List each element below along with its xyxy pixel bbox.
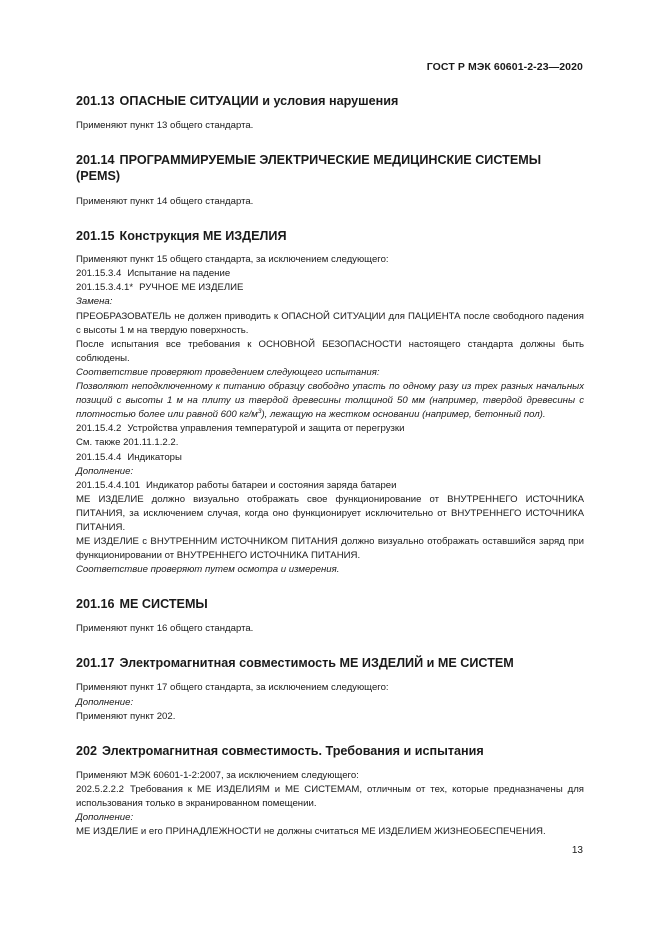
- document-code: ГОСТ Р МЭК 60601-2-23—2020: [426, 61, 583, 73]
- subclause-201-15-4-4: 201.15.4.4 Индикаторы: [76, 451, 182, 463]
- page-number: 13: [571, 845, 583, 856]
- subclause-202-5-2-2-2: 202.5.2.2.2 Требования к МЕ ИЗДЕЛИЯМ и МЕ СИСТЕМАМ, отличным от тех, которые предназначены для использования только в экранированном помещении.: [76, 783, 584, 809]
- section-heading-201-15: 201.15 Конструкция МЕ ИЗДЕЛИЯ: [76, 229, 287, 244]
- addition-label: Дополнение:: [76, 696, 134, 708]
- paragraph: МЕ ИЗДЕЛИЕ с ВНУТРЕННИМ ИСТОЧНИКОМ ПИТАНИЯ должно визуально отображать оставшийся заряд при функционировании от ВНУТРЕННЕГО ИСТОЧНИКА ПИТАНИЯ.: [76, 536, 584, 562]
- addition-label: Дополнение:: [76, 465, 134, 477]
- paragraph: Применяют пункт 16 общего стандарта.: [76, 623, 254, 635]
- compliance-statement: Соответствие проверяют проведением следующего испытания:: [76, 366, 380, 378]
- subclause-201-15-3-4-1: 201.15.3.4.1* РУЧНОЕ МЕ ИЗДЕЛИЕ: [76, 282, 244, 294]
- paragraph: Применяют пункт 14 общего стандарта.: [76, 196, 254, 208]
- paragraph: МЕ ИЗДЕЛИЕ должно визуально отображать свое функционирование от ВНУТРЕННЕГО ИСТОЧНИКА ПИТАНИЯ, за исключением случая, когда оно функционирует исключительно от ВНУТРЕННЕГО ИСТОЧНИКА ПИТАНИЯ.: [76, 493, 584, 533]
- paragraph: См. также 201.11.1.2.2.: [76, 437, 179, 449]
- section-heading-201-13: 201.13 ОПАСНЫЕ СИТУАЦИИ и условия нарушения: [76, 94, 399, 108]
- subclause-201-15-4-2: 201.15.4.2 Устройства управления температурой и защита от перегрузки: [76, 423, 405, 435]
- section-heading-201-16: 201.16 МЕ СИСТЕМЫ: [76, 597, 208, 612]
- replacement-label: Замена:: [76, 296, 113, 308]
- subclause-201-15-3-4: 201.15.3.4 Испытание на падение: [76, 268, 231, 280]
- subclause-201-15-4-4-101: 201.15.4.4.101 Индикатор работы батареи и состояния заряда батареи: [76, 479, 397, 491]
- section-heading-201-17: 201.17 Электромагнитная совместимость МЕ ИЗДЕЛИЙ и МЕ СИСТЕМ: [76, 656, 514, 671]
- paragraph: Применяют пункт 202.: [76, 710, 176, 722]
- paragraph: ПРЕОБРАЗОВАТЕЛЬ не должен приводить к ОПАСНОЙ СИТУАЦИИ для ПАЦИЕНТА после свободного падения с высоты 1 м на твердую поверхность.: [76, 310, 584, 336]
- section-heading-202: 202 Электромагнитная совместимость. Требования и испытания: [76, 743, 484, 758]
- paragraph: После испытания все требования к ОСНОВНОЙ БЕЗОПАСНОСТИ настоящего стандарта должны быть соблюдены.: [76, 338, 584, 364]
- paragraph: Применяют пункт 13 общего стандарта.: [76, 120, 254, 131]
- paragraph: МЕ ИЗДЕЛИЕ и его ПРИНАДЛЕЖНОСТИ не должны считаться МЕ ИЗДЕЛИЕМ ЖИЗНЕОБЕСПЕЧЕНИЯ.: [76, 826, 546, 838]
- paragraph: Применяют пункт 15 общего стандарта, за исключением следующего:: [76, 254, 389, 266]
- section-heading-201-14: 201.14 ПРОГРАММИРУЕМЫЕ ЭЛЕКТРИЧЕСКИЕ МЕДИЦИНСКИЕ СИСТЕМЫ (PEMS): [76, 153, 542, 184]
- compliance-statement: Соответствие проверяют путем осмотра и измерения.: [76, 564, 340, 576]
- test-procedure: Позволяют неподключенному к питанию образцу свободно упасть по одному разу из трех разных начальных позиций с высоты 1 м на плиту из твердой древесины толщиной 50 мм (например, твердой древесины с плотностью более или равной 600 $кг/м^3$), лежащую на жестком основании (например, бетонный пол).: [76, 381, 584, 421]
- paragraph: Применяют пункт 17 общего стандарта, за исключением следующего:: [76, 682, 389, 694]
- addition-label: Дополнение:: [76, 812, 134, 823]
- paragraph: Применяют МЭК 60601-1-2:2007, за исключением следующего:: [76, 769, 359, 781]
- page-content: [76, 93, 584, 839]
